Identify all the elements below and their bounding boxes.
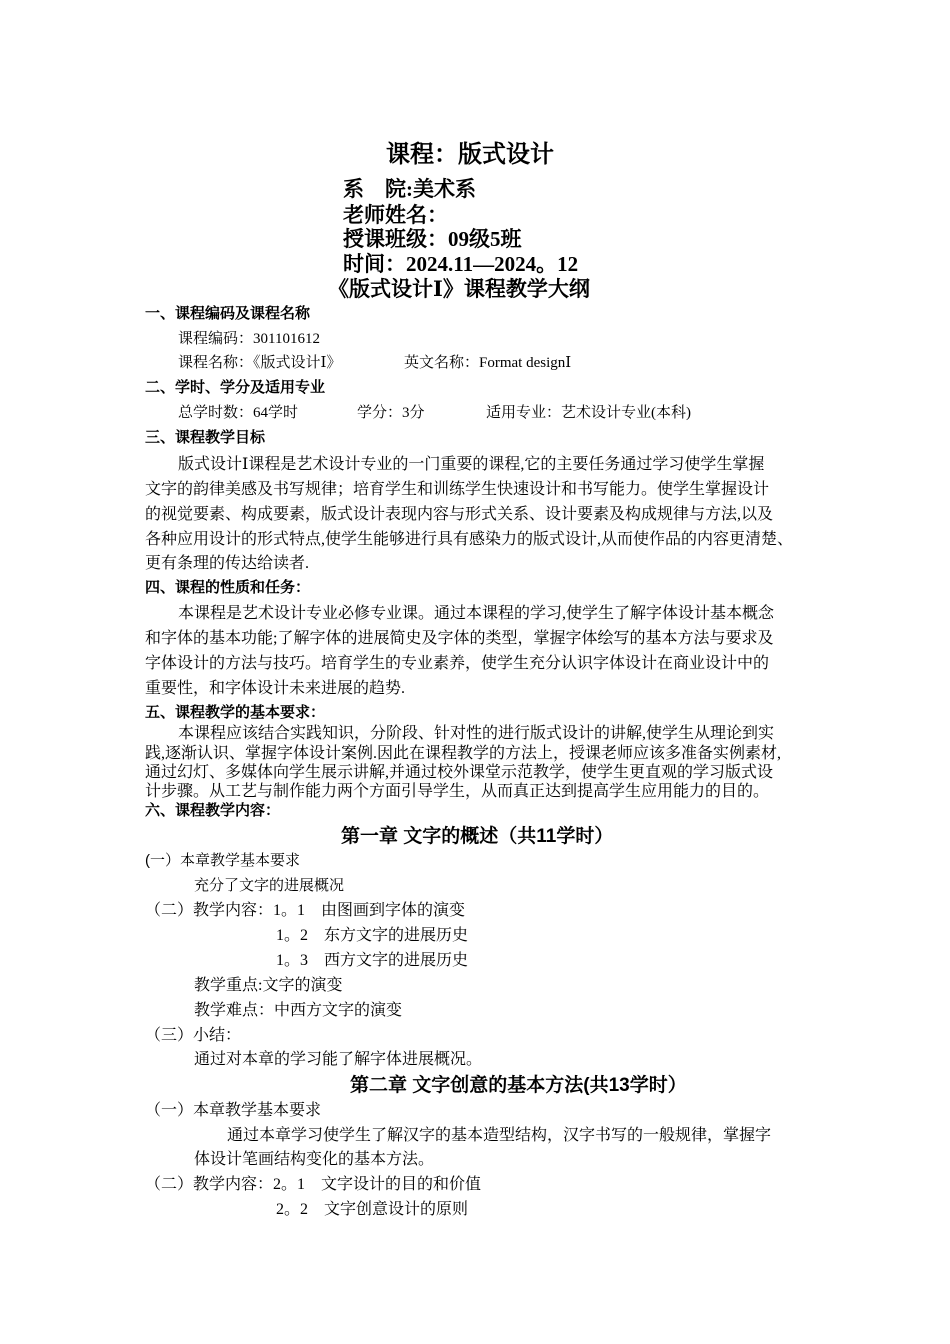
applicable-major: 适用专业：艺术设计专业(本科) [486,405,691,421]
chapter-1-summary-label: （三）小结： [145,1027,242,1044]
chapter-2-requirements-heading: （一）本章教学基本要求 [145,1102,322,1119]
course-title: 课程：版式设计 [386,141,554,168]
chapter-1-content-label: （二）教学内容：1。1 由图画到字体的演变 [145,902,466,919]
paragraph-line: 体设计笔画结构变化的基本方法。 [194,1151,435,1168]
section-3-heading: 三、课程教学目标 [145,429,266,446]
paragraph-line: 版式设计Ⅰ课程是艺术设计专业的一门重要的课程,它的主要任务通过学习使学生掌握 [178,456,765,473]
chapter-1-title: 第一章 文字的概述（共11学时） [341,826,614,847]
paragraph-line: 重要性，和字体设计未来进展的趋势. [145,680,406,697]
department-line: 系 院:美术系 [343,177,476,201]
chapter-1-requirements-text: 充分了文字的进展概况 [194,877,345,894]
chapter-2-title: 第二章 文字创意的基本方法(共13学时） [350,1075,687,1096]
paragraph-line: 通过本章学习使学生了解汉字的基本造型结构，汉字书写的一般规律，掌握字 [227,1127,772,1144]
paragraph-line: 计步骤。从工艺与制作能力两个方面引导学生，从而真正达到提高学生应用能力的目的。 [145,783,770,800]
paragraph-line: 本课程是艺术设计专业必修专业课。通过本课程的学习,使学生了解字体设计基本概念 [178,605,775,622]
time-line: 时间：2024.11—2024。12 [343,252,579,276]
paragraph-line: 的视觉要素、构成要素，版式设计表现内容与形式关系、设计要素及构成规律与方法,以及 [145,506,774,523]
chapter-1-requirements-heading: (一）本章教学基本要求 [145,852,300,869]
outline-title: 《版式设计Ⅰ》课程教学大纲 [328,277,590,301]
section-4-heading: 四、课程的性质和任务： [145,579,311,596]
chapter-1-summary-text: 通过对本章的学习能了解字体进展概况。 [194,1051,483,1068]
paragraph-line: 各种应用设计的形式特点,使学生能够进行具有感染力的版式设计,从而使作品的内容更清楚、 [145,531,794,548]
paragraph-line: 字体设计的方法与技巧。培育学生的专业素养，使学生充分认识字体设计在商业设计中的 [145,655,770,672]
paragraph-line: 践,逐渐认识、掌握字体设计案例.因此在课程教学的方法上，授课老师应该多准备实例素材, [145,745,782,762]
paragraph-line: 本课程应该结合实践知识，分阶段、针对性的进行版式设计的讲解,使学生从理论到实 [178,725,775,742]
total-hours: 总学时数：64学时 [178,405,299,421]
course-name: 课程名称：《版式设计Ⅰ》 [178,355,342,371]
section-1-heading: 一、课程编码及课程名称 [145,305,311,322]
teacher-line: 老师姓名： [343,203,448,227]
chapter-1-item: 1。2 东方文字的进展历史 [276,927,469,944]
credits: 学分：3分 [357,405,425,421]
paragraph-line: 文字的韵律美感及书写规律；培育学生和训练学生快速设计和书写能力。使学生掌握设计 [145,481,770,498]
section-6-heading: 六、课程教学内容： [145,802,281,819]
section-2-heading: 二、学时、学分及适用专业 [145,379,326,396]
paragraph-line: 通过幻灯、多媒体向学生展示讲解,并通过校外课堂示范教学，使学生更直观的学习版式设 [145,764,774,781]
paragraph-line: 和字体的基本功能;了解字体的进展简史及字体的类型，掌握字体绘写的基本方法与要求及 [145,630,774,647]
english-name: 英文名称：Format designⅠ [404,355,572,371]
chapter-1-item: 1。3 西方文字的进展历史 [276,952,469,969]
chapter-1-key-point: 教学重点:文字的演变 [194,977,343,994]
chapter-2-item: 2。2 文字创意设计的原则 [276,1201,469,1218]
section-5-heading: 五、课程教学的基本要求： [145,704,326,721]
course-code: 课程编码：301101612 [178,331,320,347]
paragraph-line: 更有条理的传达给读者. [145,555,310,572]
chapter-1-difficulty: 教学难点：中西方文字的演变 [194,1002,403,1019]
chapter-2-content-label: （二）教学内容：2。1 文字设计的目的和价值 [145,1176,482,1193]
class-line: 授课班级：09级5班 [343,227,522,251]
